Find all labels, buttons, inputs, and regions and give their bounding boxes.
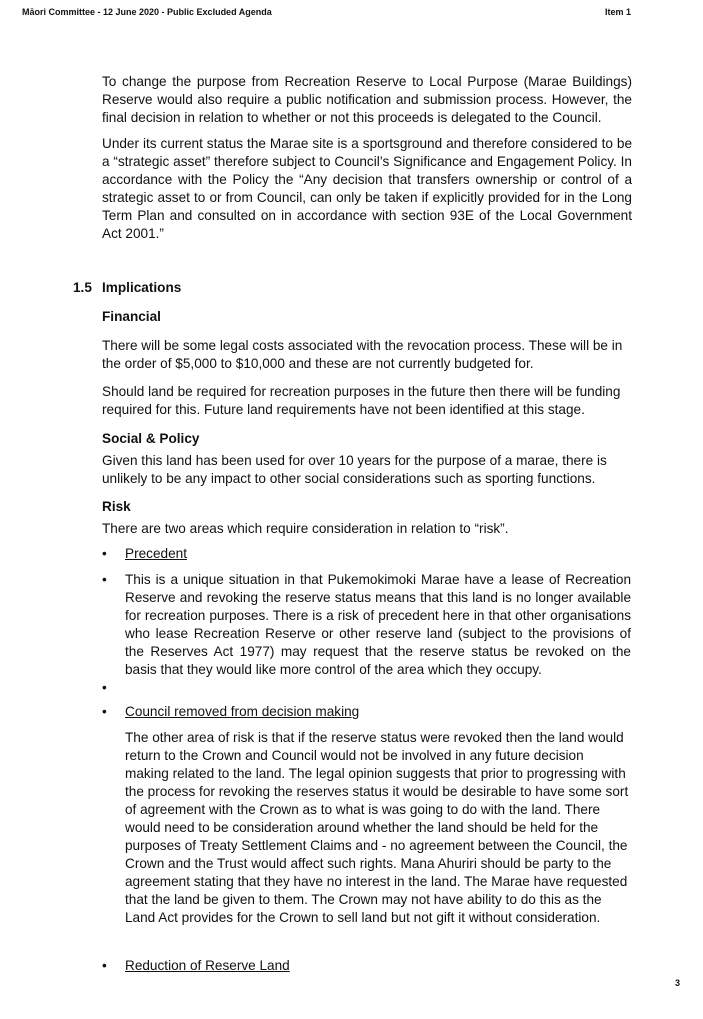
paragraph-risk-intro: There are two areas which require consideration in relation to “risk”. (102, 521, 509, 536)
paragraph-purpose-change: To change the purpose from Recreation Reserve to Local Purpose (Marae Buildings) Reserve would also require a public notification and submission process. However, the final decision in relation to whether or not this proceeds is delegated to the Council. (102, 74, 632, 125)
heading-risk: Risk (102, 499, 131, 514)
bullet-marker: • (102, 546, 107, 561)
bullet-marker: • (102, 572, 107, 587)
bullet-marker: • (102, 704, 107, 719)
bullet-marker-empty: • (102, 680, 107, 695)
bullet-council-removed: Council removed from decision making (125, 704, 360, 719)
paragraph-financial-funding: Should land be required for recreation purposes in the future then there will be funding required for this. Future land requirements have not been identified at this stage. (102, 384, 621, 417)
bullet-reduction-reserve-land: Reduction of Reserve Land (125, 958, 290, 973)
paragraph-financial-costs: There will be some legal costs associated with the revocation process. These will be in the order of $5,000 to $10,000 and these are not currently budgeted for. (102, 338, 623, 371)
heading-social-policy: Social & Policy (102, 431, 200, 446)
bullet-precedent: Precedent (125, 546, 187, 561)
page-number: 3 (675, 978, 681, 988)
paragraph-strategic-asset: Under its current status the Marae site is a sportsground and therefore considered to be a “strategic asset” therefore subject to Council’s Significance and Engagement Policy. In accordance with the Policy the “Any decision that transfers ownership or control of a strategic asset to or from Council, can only be taken if explicitly provided for in the Long Term Plan and consulted on in accordance with section 93E of the Local Government Act 2001.” (102, 136, 632, 241)
bullet-marker: • (102, 958, 107, 973)
header-item-label: Item 1 (605, 7, 632, 17)
heading-financial: Financial (102, 309, 161, 324)
bullet-unique-situation: This is a unique situation in that Pukemokimoki Marae have a lease of Recreation Reserve and revoking the reserve status means that this land is no longer available for recreation purposes. There is a risk of precedent here in that other organisations who lease Recreation Reserve or other reserve land (subject to the provisions of the Reserves Act 1977) may request that the reserve status be revoked on the basis that they would like more control of the area which they occupy. (125, 572, 631, 677)
paragraph-council-removed: The other area of risk is that if the reserve status were revoked then the land would return to the Crown and Council would not be involved in any future decision making related to the land. The legal opinion suggests that prior to progressing with the process for revoking the reserves status it would be desirable to have some sort of agreement with the Crown as to what is was going to do with the land. There would need to be consideration around whether the land should be held for the purposes of Treaty Settlement Claims and - no agreement between the Council, the Crown and the Trust would affect such rights. Mana Ahuriri should be party to the agreement stating that they have no interest in the land. The Marae have requested that the land be given to them. The Crown may not have ability to do this as the Land Act provides for the Crown to sell land but not gift it without consideration. (125, 730, 629, 925)
section-number: 1.5 (73, 280, 92, 295)
paragraph-social-policy: Given this land has been used for over 10 years for the purpose of a marae, there is unlikely to be any impact to other social considerations such as sporting functions. (102, 453, 607, 486)
section-title: Implications (102, 280, 182, 295)
header-title: Māori Committee - 12 June 2020 - Public Excluded Agenda (22, 7, 272, 17)
